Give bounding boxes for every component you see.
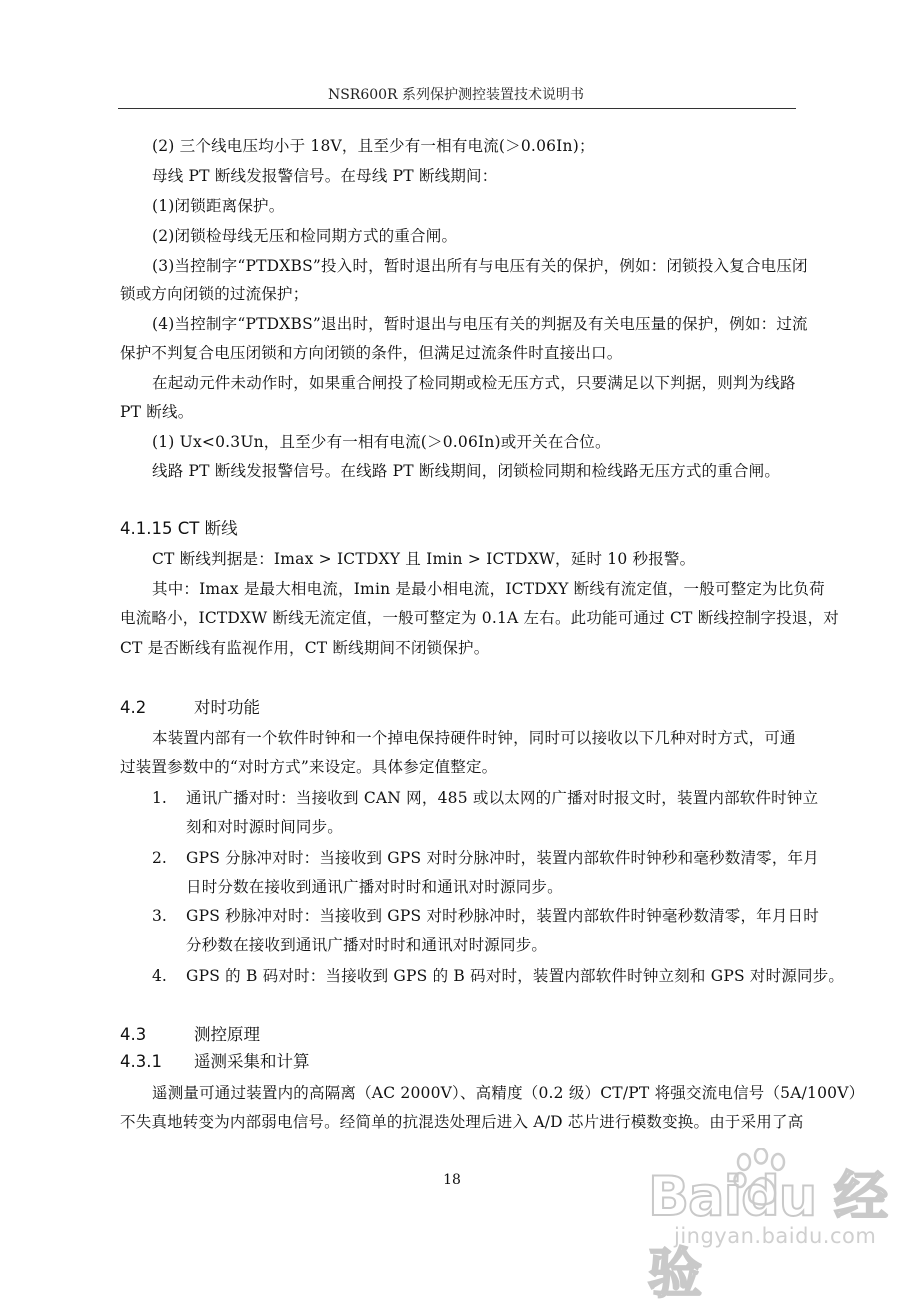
watermark-url: jingyan.baidu.com [674,1224,877,1248]
heading-text: 测控原理 [194,1025,260,1044]
header-divider [118,108,796,109]
list-item-line: 通讯广播对时：当接收到 CAN 网，485 或以太网的广播对时报文时，装置内部软件时钟立 [186,789,819,807]
heading-number: 4.3 [120,1025,147,1044]
ct-line: 其中：Imax 是最大相电流，Imin 是最小相电流，ICTDXY 断线有流定值，一般可整定为比负荷 [152,580,825,598]
list-item-number: 1. [152,789,167,807]
time-intro-line: 过装置参数中的“对时方式”来设定。具体参定值整定。 [120,758,498,776]
list-item-line: 分秒数在接收到通讯广播对时时和通讯对时源同步。 [186,936,548,954]
pt-line: 线路 PT 断线发报警信号。在线路 PT 断线期间，闭锁检同期和检线路无压方式的重合闸。 [152,462,781,480]
list-item-number: 3. [152,907,167,925]
pt-line: (2) 三个线电压均小于 18V，且至少有一相有电流(＞0.06In)； [152,137,595,155]
list-item-line: GPS 的 B 码对时：当接收到 GPS 的 B 码对时，装置内部软件时钟立刻和 GPS 对时源同步。 [186,967,845,985]
ct-line: 电流略小，ICTDXW 断线无流定值，一般可整定为 0.1A 左右。此功能可通过 CT 断线控制字投退，对 [120,609,839,627]
time-intro-line: 本装置内部有一个软件时钟和一个掉电保持硬件时钟，同时可以接收以下几种对时方式，可通 [152,729,796,747]
subsection-heading-telemetry [120,1051,310,1073]
measure-line: 不失真地转变为内部弱电信号。经简单的抗混迭处理后进入 A/D 芯片进行模数变换。由于采用了高 [120,1113,804,1131]
pt-line: 保护不判复合电压闭锁和方向闭锁的条件，但满足过流条件时直接出口。 [120,344,623,362]
pt-line: (1)闭锁距离保护。 [152,197,285,215]
section-heading-ct: 4.1.15 CT 断线 [120,519,238,538]
watermark-logo-text: Baidu 经验 [648,1165,888,1305]
list-item-line: GPS 分脉冲对时：当接收到 GPS 对时分脉冲时，装置内部软件时钟秒和毫秒数清零，年月 [186,849,819,867]
ct-line: CT 断线判据是：Imax > ICTDXY 且 Imin > ICTDXW，延时 10 秒报警。 [152,550,696,568]
pt-line: (1) Ux<0.3Un，且至少有一相有电流(＞0.06In)或开关在合位。 [152,433,611,451]
subheading-text: 遥测采集和计算 [194,1052,310,1071]
pt-line: (3)当控制字“PTDXBS”投入时，暂时退出所有与电压有关的保护，例如：闭锁投入复合电压闭 [152,257,808,275]
subheading-number: 4.3.1 [120,1052,162,1071]
heading-number: 4.2 [120,698,147,717]
baidu-watermark [648,1148,894,1305]
list-item-number: 2. [152,849,167,867]
page-number: 18 [443,1172,461,1188]
pt-line: 母线 PT 断线发报警信号。在母线 PT 断线期间： [152,167,498,185]
pt-line: (4)当控制字“PTDXBS”退出时，暂时退出与电压有关的判据及有关电压量的保护，例如：过流 [152,315,808,333]
pt-line: PT 断线。 [120,403,194,421]
list-item-line: 刻和对时源时间同步。 [186,818,344,836]
measure-line: 遥测量可通过装置内的高隔离（AC 2000V）、高精度（0.2 级）CT/PT 将强交流电信号（5A/100V） [152,1084,865,1102]
section-heading-time-sync [120,697,260,719]
list-item-line: GPS 秒脉冲对时：当接收到 GPS 对时秒脉冲时，装置内部软件时钟毫秒数清零，年月日时 [186,907,819,925]
section-heading-measure [120,1024,260,1046]
heading-text: 对时功能 [194,698,260,717]
list-item-line: 日时分数在接收到通讯广播对时时和通讯对时源同步。 [186,878,563,896]
pt-line: 锁或方向闭锁的过流保护； [120,285,309,303]
ct-line: CT 是否断线有监视作用，CT 断线期间不闭锁保护。 [120,639,490,657]
list-item-number: 4. [152,967,167,985]
pt-line: 在起动元件未动作时，如果重合闸投了检同期或检无压方式，只要满足以下判据，则判为线路 [152,374,796,392]
pt-line: (2)闭锁检母线无压和检同期方式的重合闸。 [152,227,458,245]
page-header-title: NSR600R 系列保护测控装置技术说明书 [327,87,585,103]
